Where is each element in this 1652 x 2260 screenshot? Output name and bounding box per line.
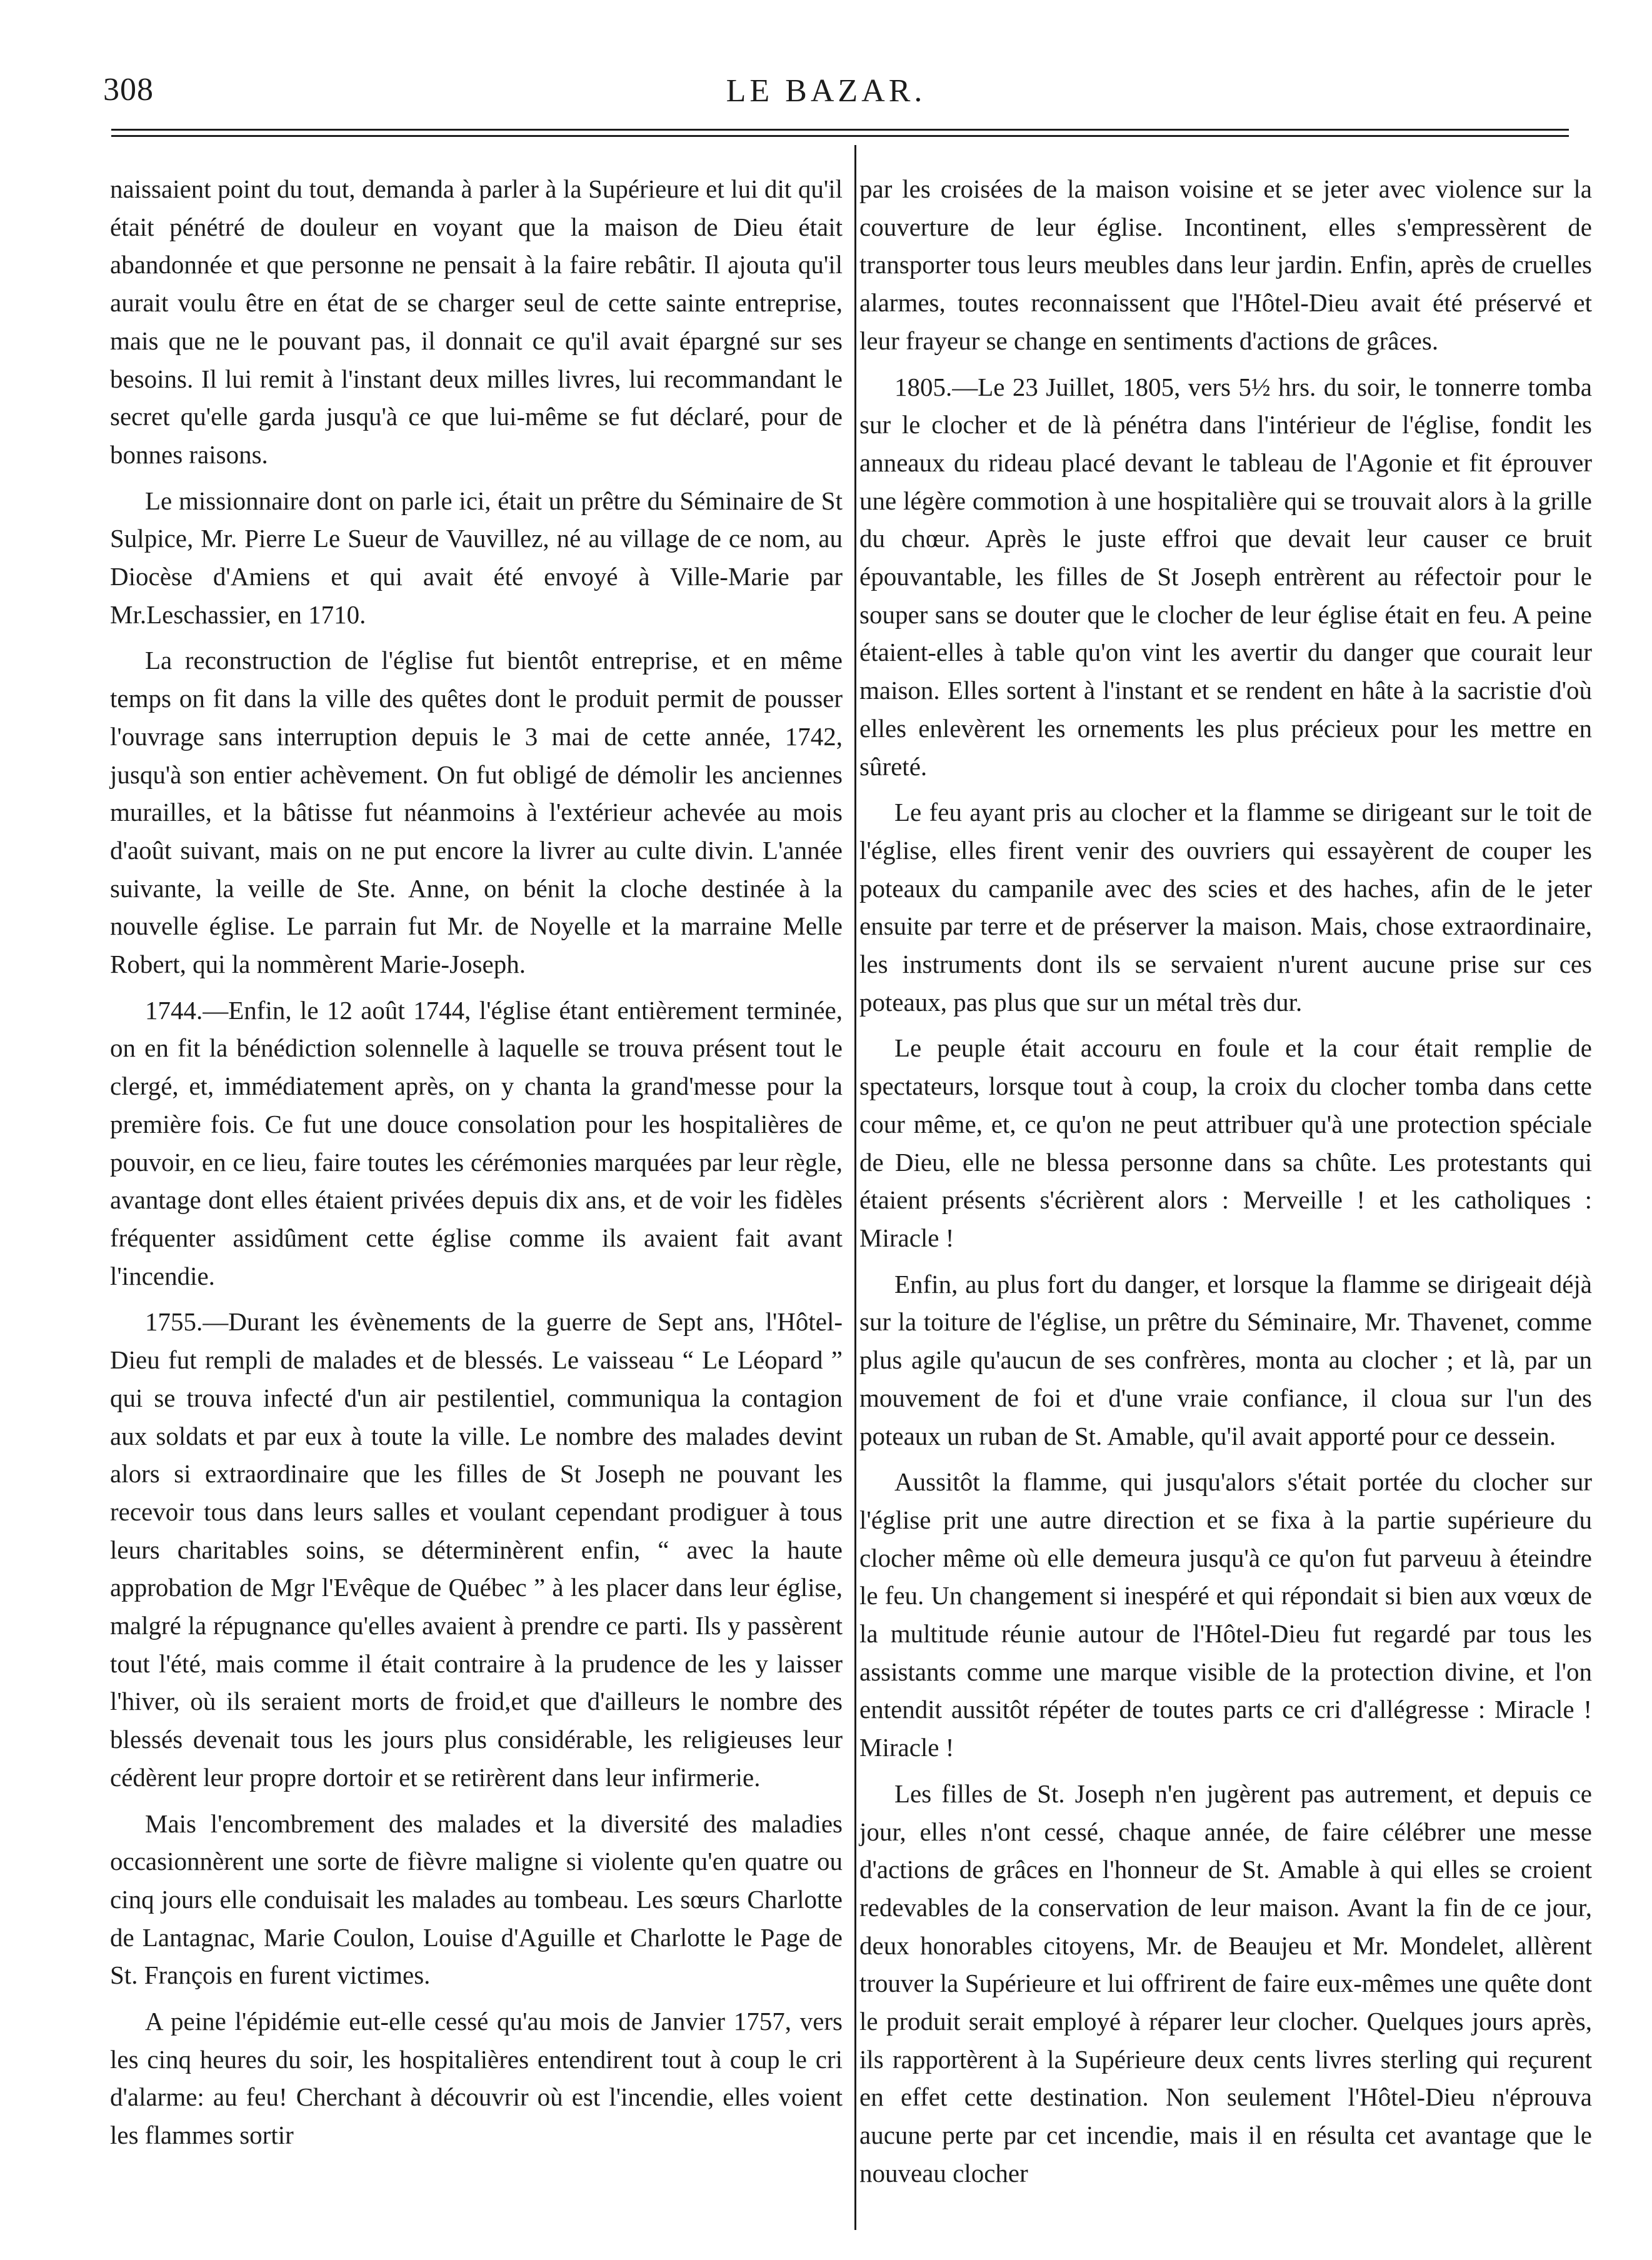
header-rule-bottom [111,135,1569,137]
paragraph: Aussitôt la flamme, qui jusqu'alors s'était portée du clocher sur l'église prit une autre direction et se fixa à la partie supérieure du clocher même où elle demeura jusqu'à ce qu'on fut parveuu à éteindre le feu. Un changement si inespéré et qui répondait si bien aux vœux de la multitude réunie autour de l'Hôtel-Dieu fut regardé par tous les assistants comme une marque visible de la protection divine, et l'on entendit aussitôt répéter de toutes parts ce cri d'allégresse : Miracle ! Miracle ! [859,1467,1592,1762]
paragraph: La reconstruction de l'église fut bientôt entreprise, et en même temps on fit dans la ville des quêtes dont le produit permit de pousser l'ouvrage sans interruption depuis le 3 mai de cette année, 1742, jusqu'à son entier achèvement. On fut obligé de démolir les anciennes murailles, et la bâtisse fut néanmoins à l'extérieur achevée au mois d'août suivant, mais on ne put encore la livrer au culte divin. L'année suivante, la veille de Ste. Anne, on bénit la cloche destinée à la nouvelle église. Le parrain fut Mr. de Noyelle et la marraine Melle Robert, qui la nommèrent Marie-Joseph. [110,646,843,979]
column-divider [854,145,856,2230]
paragraph: Enfin, au plus fort du danger, et lorsque la flamme se dirigeait déjà sur la toiture de l'église, un prêtre du Séminaire, Mr. Thavenet, comme plus agile qu'aucun de ses confrères, monta au clocher ; et là, par un mouvement de foi et d'une vraie confiance, il cloua sur l'un des poteaux un ruban de St. Amable, qu'il avait apporté pour ce dessein. [859,1269,1592,1450]
right-column [859,170,1592,2201]
paragraph: Les filles de St. Joseph n'en jugèrent pas autrement, et depuis ce jour, elles n'ont cessé, chaque année, de faire célébrer une messe d'actions de grâces en l'honneur de St. Amable à qui elles se croient redevables de la conservation de leur maison. Avant la fin de ce jour, deux honorables citoyens, Mr. de Beaujeu et Mr. Mondelet, allèrent trouver la Supérieure et lui offrirent de faire eux-mêmes une quête dont le produit serait employé à réparer leur clocher. Quelques jours après, ils rapportèrent à la Supérieure deux cents livres sterling qui reçurent en effet cette destination. Non seulement l'Hôtel-Dieu n'éprouva aucune perte par cet incendie, mais il en résulta cet avantage que le nouveau clocher [859,1779,1592,2187]
paragraph: Le peuple était accouru en foule et la cour était remplie de spectateurs, lorsque tout à coup, la croix du clocher tomba dans cette cour même, et, ce qu'on ne peut attribuer qu'à une protection spéciale de Dieu, elle ne blessa personne dans sa chûte. Les protestants qui étaient présents s'écrièrent alors : Merveille ! et les catholiques : Miracle ! [859,1033,1592,1252]
left-column [110,170,843,2162]
paragraph: A peine l'épidémie eut-elle cessé qu'au mois de Janvier 1757, vers les cinq heures du soir, les hospitalières entendirent tout à coup le cri d'alarme: au feu! Cherchant à découvrir où est l'incendie, elles voient les flammes sortir [110,2007,843,2150]
paragraph: Mais l'encombrement des malades et la diversité des maladies occasionnèrent une sorte de fièvre maligne si violente qu'en quatre ou cinq jours elle conduisait les malades au tombeau. Les sœurs Charlotte de Lantagnac, Marie Coulon, Louise d'Aguille et Charlotte le Page de St. François en furent victimes. [110,1809,843,1990]
paragraph: 1744.—Enfin, le 12 août 1744, l'église étant entièrement terminée, on en fit la bénédiction solennelle à laquelle se trouva présent tout le clergé, et, immédiatement après, on y chanta la grand'messe pour la première fois. Ce fut une douce consolation pour les hospitalières de pouvoir, en ce lieu, faire toutes les cérémonies marquées par leur règle, avantage dont elles étaient privées depuis dix ans, et de voir les fidèles fréquenter assidûment cette église comme ils avaient fait avant l'incendie. [110,995,843,1290]
header-rule-top [111,129,1569,131]
paragraph: Le feu ayant pris au clocher et la flamme se dirigeant sur le toit de l'église, elles firent venir des ouvriers qui essayèrent de couper les poteaux du campanile avec des scies et des haches, afin de le jeter ensuite par terre et de préserver la maison. Mais, chose extraordinaire, les instruments dont ils se servaient n'urent aucune prise sur ces poteaux, pas plus que sur un métal très dur. [859,798,1592,1017]
paragraph: par les croisées de la maison voisine et se jeter avec violence sur la couverture de leur église. Incontinent, elles s'empressèrent de transporter tous leurs meubles dans leur jardin. Enfin, après de cruelles alarmes, toutes reconnaissent que l'Hôtel-Dieu avait été préservé et leur frayeur se change en sentiments d'actions de grâces. [859,174,1592,355]
paragraph: naissaient point du tout, demanda à parler à la Supérieure et lui dit qu'il était pénétré de douleur en voyant que la maison de Dieu était abandonnée et que personne ne pensait à la faire rebâtir. Il ajouta qu'il aurait voulu être en état de se charger seul de cette sainte entreprise, mais que ne le pouvant pas, il donnait ce qu'il avait épargné sur ses besoins. Il lui remit à l'instant deux milles livres, lui recommandant le secret qu'elle garda jusqu'à ce que lui-même se fut déclaré, pour de bonnes raisons. [110,174,843,469]
paragraph: 1805.—Le 23 Juillet, 1805, vers 5½ hrs. du soir, le tonnerre tomba sur le clocher et de là pénétra dans l'intérieur de l'église, fondit les anneaux du rideau placé devant le tableau de l'Agonie et fit éprouver une légère commotion à une hospitalière qui se trouvait alors à la grille du chœur. Après le juste effroi que devait leur causer ce bruit épouvantable, les filles de St Joseph entrèrent au réfectoir pour le souper sans se douter que le clocher de leur église était en feu. A peine étaient-elles à table qu'on vint les avertir du danger que courait leur maison. Elles sortent à l'instant et se rendent en hâte à la sacristie d'où elles enlevèrent les ornements les plus précieux pour les mettre en sûreté. [859,372,1592,781]
paragraph: Le missionnaire dont on parle ici, était un prêtre du Séminaire de St Sulpice, Mr. Pierre Le Sueur de Vauvillez, né au village de ce nom, au Diocèse d'Amiens et qui avait été envoyé à Ville-Marie par Mr.Leschassier, en 1710. [110,486,843,629]
paragraph: 1755.—Durant les évènements de la guerre de Sept ans, l'Hôtel-Dieu fut rempli de malades et de blessés. Le vaisseau “ Le Léopard ” qui se trouva infecté d'un air pestilentiel, communiqua la contagion aux soldats et par eux à toute la ville. Le nombre des malades devint alors si extraordinaire que les filles de St Joseph ne pouvant les recevoir tous dans leurs salles et voulant cependant prodiguer à tous leurs charitables soins, se déterminèrent enfin, “ avec la haute approbation de Mgr l'Evêque de Québec ” à les placer dans leur église, malgré la répugnance qu'elles avaient à prendre ce parti. Ils y passèrent tout l'été, mais comme il était contraire à la prudence de les y laisser l'hiver, où ils seraient morts de froid,et que d'ailleurs le nombre des blessés devenait tous les jours plus considérable, les religieuses leur cédèrent leur propre dortoir et se retirèrent dans leur infirmerie. [110,1307,843,1792]
running-title: LE BAZAR. [726,73,926,109]
page-number: 308 [103,72,154,108]
